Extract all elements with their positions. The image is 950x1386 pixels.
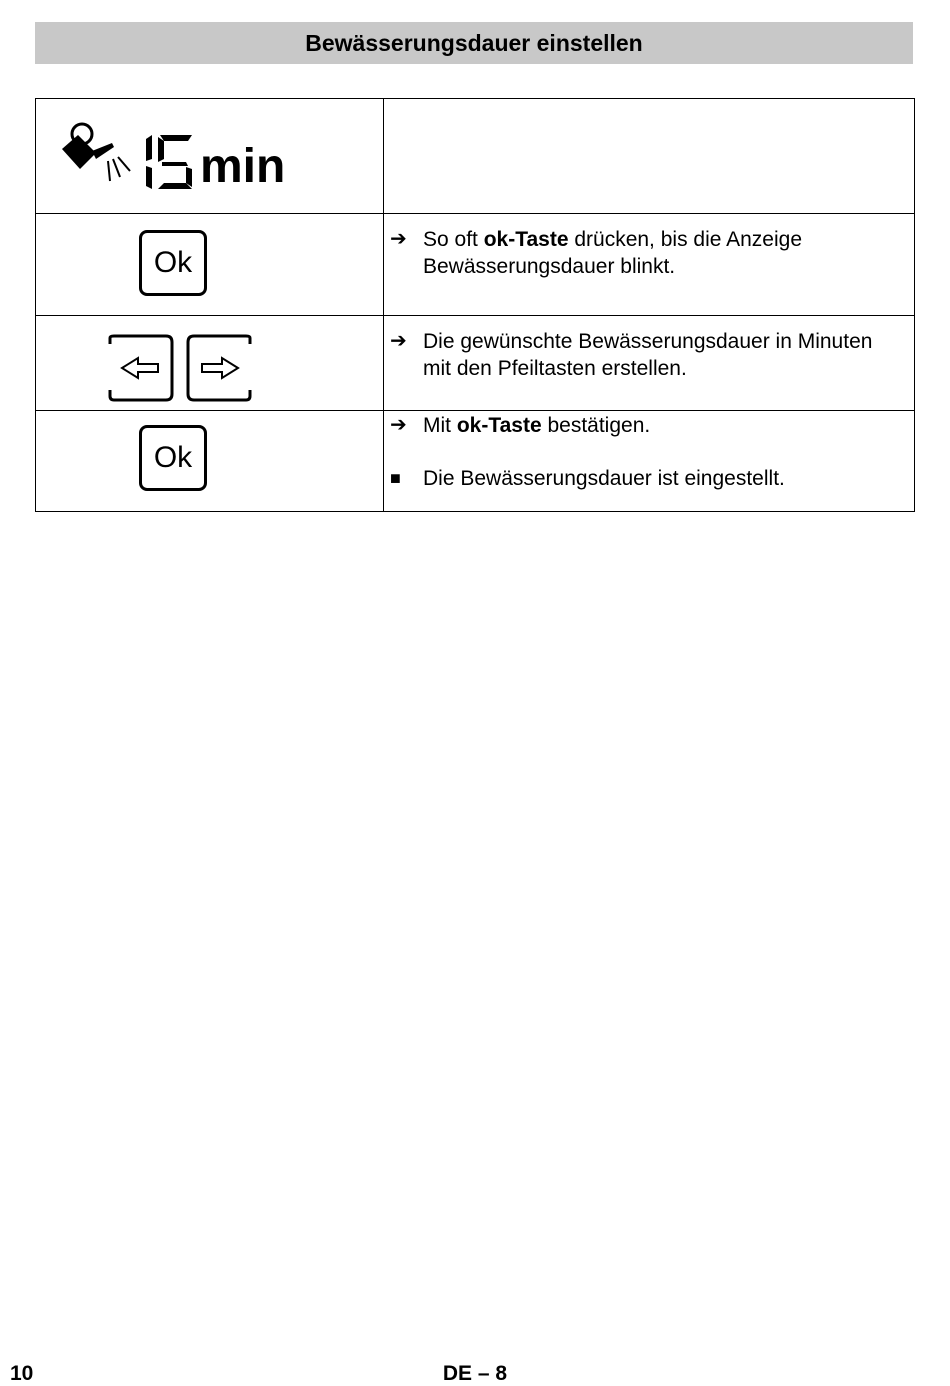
- display-cell: [36, 99, 384, 214]
- arrow-right-key-icon: [188, 336, 250, 400]
- step-1-text-pre: So oft: [423, 228, 484, 251]
- result-text: Die Bewässerungsdauer ist eingestellt.: [423, 467, 785, 490]
- step-1-text-bold: ok-Taste: [483, 228, 569, 251]
- step-3-text-bold: ok-Taste: [456, 414, 542, 437]
- display-text-cell: [384, 99, 915, 214]
- arrow-bullet-icon: ➔: [390, 414, 407, 436]
- ok-key-label: Ok: [153, 441, 193, 474]
- step-3-text-post: bestätigen.: [541, 414, 651, 437]
- instruction-step-3: [384, 411, 914, 439]
- step-row-2: [36, 316, 915, 411]
- display-unit: min: [200, 140, 286, 193]
- arrow-left-key-icon: [110, 336, 172, 400]
- ok-key-label: Ok: [153, 246, 193, 279]
- step-2-text: Die gewünschte Bewässerungsdauer in Minuten mit den Pfeiltasten erstellen.: [423, 330, 873, 380]
- lcd-display: [58, 119, 308, 199]
- arrow-bullet-icon: ➔: [390, 228, 407, 250]
- step-row-3: [36, 411, 915, 512]
- ok-key-icon: [139, 425, 207, 491]
- arrow-bullet-icon: ➔: [390, 330, 407, 352]
- display-row: [36, 99, 915, 214]
- step-row-1: [36, 214, 915, 316]
- instruction-step-1: [384, 214, 914, 280]
- step-3-text-pre: Mit: [423, 414, 457, 437]
- section-title: Bewässerungsdauer einstellen: [35, 22, 913, 64]
- arrow-keys: [106, 334, 256, 409]
- result-line: [384, 439, 914, 492]
- instruction-step-2: [384, 316, 914, 382]
- instruction-table: [35, 98, 915, 512]
- page-label: DE – 8: [442, 1362, 508, 1385]
- step-1-text-post: drücken, bis die Anzeige Bewässerungsdauer blinkt.: [423, 228, 802, 278]
- square-bullet-icon: ■: [390, 468, 401, 488]
- page-number: 10: [10, 1362, 34, 1385]
- ok-key-icon: [139, 230, 207, 296]
